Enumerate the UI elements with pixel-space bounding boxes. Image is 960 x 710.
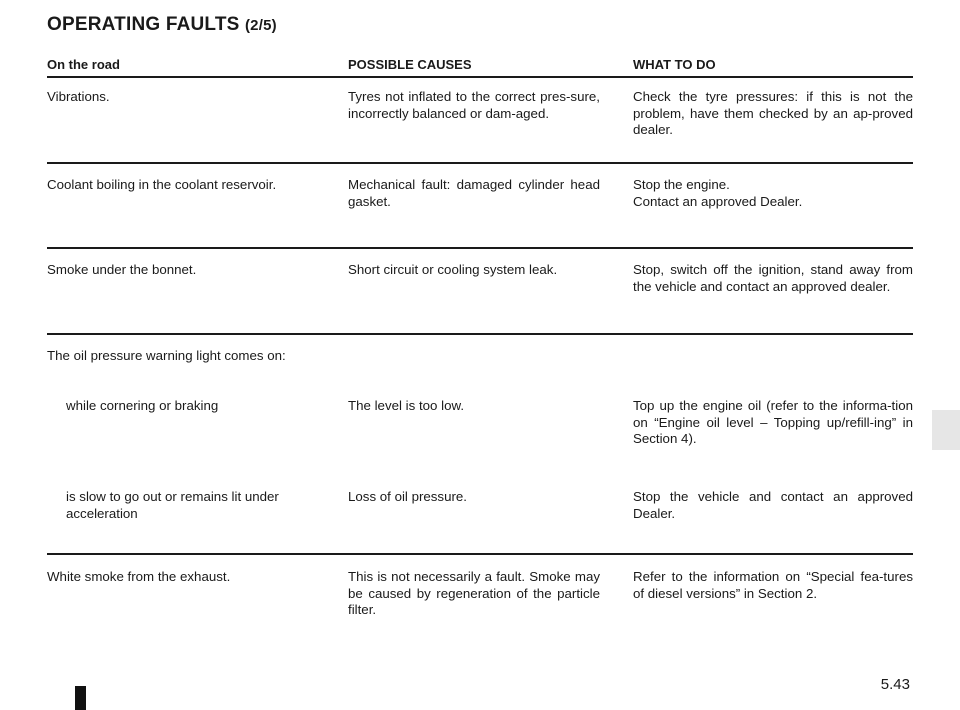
cause-smoke-bonnet: Short circuit or cooling system leak. [348, 262, 558, 277]
row-divider [47, 333, 913, 335]
symptom-coolant-boiling: Coolant boiling in the coolant reservoir. [47, 177, 277, 192]
symptom-vibrations: Vibrations. [47, 89, 110, 104]
section-thumb-tab [932, 410, 960, 450]
action-contact-dealer: Contact an approved Dealer. [633, 193, 803, 209]
action-stop-vehicle: Stop the vehicle and contact an approved Dealer. [633, 489, 913, 521]
crop-mark [75, 686, 86, 710]
action-stop-engine: Stop the engine. [633, 177, 730, 192]
cause-white-smoke: This is not necessarily a fault. Smoke may be caused by regeneration of the particle filter. [348, 569, 600, 617]
page-title [47, 14, 277, 36]
row-divider [47, 162, 913, 164]
row-divider [47, 247, 913, 249]
title-part-indicator: (2/5) [244, 17, 277, 34]
action-top-up-oil: Top up the engine oil (refer to the informa-tion on “Engine oil level – Topping up/refill-ing” in Section 4). [633, 398, 913, 446]
symptom-white-smoke: White smoke from the exhaust. [47, 569, 231, 584]
cause-level-too-low: The level is too low. [348, 398, 465, 413]
row-divider [47, 553, 913, 555]
action-white-smoke: Refer to the information on “Special fea-tures of diesel versions” in Section 2. [633, 569, 913, 601]
symptom-oil-pressure-light: The oil pressure warning light comes on: [47, 348, 286, 363]
header-on-the-road: On the road [47, 57, 120, 72]
title-main: OPERATING FAULTS [47, 14, 240, 35]
action-coolant-boiling [633, 177, 913, 210]
action-vibrations: Check the tyre pressures: if this is not the problem, have them checked by an ap-proved dealer. [633, 89, 913, 137]
action-smoke-bonnet: Stop, switch off the ignition, stand away from the vehicle and contact an approved dealer. [633, 262, 913, 294]
symptom-slow-to-go-out: is slow to go out or remains lit under acceleration [66, 489, 279, 521]
symptom-cornering-braking: while cornering or braking [66, 398, 219, 413]
header-divider [47, 76, 913, 78]
cause-coolant-boiling: Mechanical fault: damaged cylinder head gasket. [348, 177, 600, 209]
page-number: 5.43 [880, 676, 910, 693]
symptom-smoke-bonnet: Smoke under the bonnet. [47, 262, 197, 277]
cause-loss-oil-pressure: Loss of oil pressure. [348, 489, 467, 504]
header-what-to-do: WHAT TO DO [633, 57, 716, 72]
cause-vibrations: Tyres not inflated to the correct pres-sure, incorrectly balanced or dam-aged. [348, 89, 600, 121]
header-possible-causes: POSSIBLE CAUSES [348, 57, 472, 72]
